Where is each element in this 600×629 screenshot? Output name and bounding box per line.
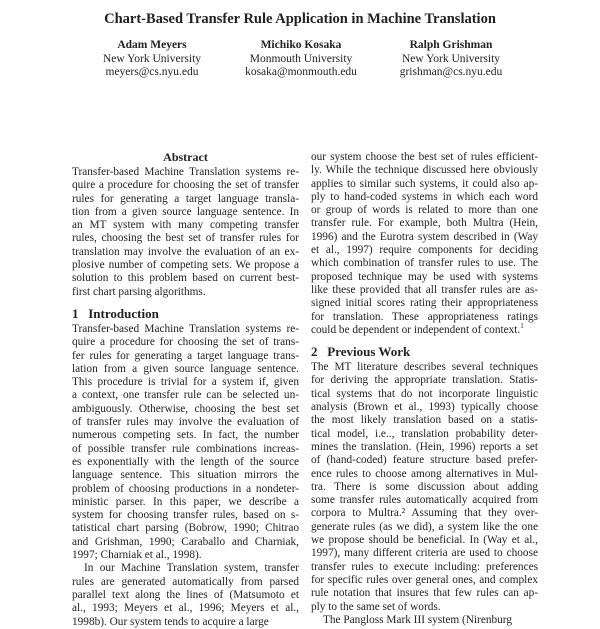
text-line: rules, choosing the best set of transfer rules for — [72, 232, 299, 245]
abstract-body — [72, 166, 299, 299]
text-line: for specific rules over general ones, and complex — [311, 573, 538, 586]
text-line: Transfer-based Machine Translation systems re- — [72, 166, 299, 178]
text-line: which combination of transfer rules to use. The — [311, 257, 538, 270]
text-line: tatistical chart parsing (Bobrow, 1990; Chitrao — [72, 522, 299, 535]
section-heading-introduction: 1 Introduction — [72, 305, 159, 321]
paper-title: Chart-Based Transfer Rule Application in Machine Translation — [104, 11, 496, 27]
text-line: 1998b). Our system tends to acquire a large — [72, 615, 269, 628]
text-line: tra. There is some discussion about adding — [311, 480, 538, 493]
author-affiliation: Monmouth University — [249, 52, 353, 65]
text-line: for translation. These appropriateness ratings — [311, 310, 538, 323]
right-column — [311, 151, 538, 627]
text-line: 1997), many different criteria are used to choose — [311, 547, 538, 560]
text-line: rule notation that insures that few rules can ap- — [311, 587, 538, 600]
introduction-body — [72, 323, 299, 629]
text-line: signed initial scores rating their appropriateness — [311, 297, 538, 310]
introduction-continued — [311, 151, 538, 337]
text-line: system for choosing transfer rules, based on s- — [72, 509, 299, 522]
left-column — [72, 151, 299, 629]
text-line: fer rules for generating a target language trans- — [72, 349, 299, 362]
text-line: parallel text along the lines of (Matsumoto et — [72, 588, 299, 601]
text-line: lation from a given source language sentence. — [72, 362, 299, 375]
text-line: tical systems that do not incorporate linguistic — [311, 387, 538, 400]
text-line: et al., 1997) require components for deciding — [311, 244, 538, 257]
text-line: es exponentially with the length of the source — [72, 455, 299, 468]
author-name: Michiko Kosaka — [260, 39, 342, 51]
text-line: tical model, i.e.., translation probability deter- — [311, 427, 538, 440]
author-block — [351, 39, 551, 80]
author-affiliation: New York University — [102, 52, 202, 65]
text-line: plosive number of competing sets. We propose a — [72, 259, 299, 272]
text-line: like these provided that all transfer rules are as- — [311, 283, 538, 296]
text-line: 1997; Charniak et al., 1998). — [72, 549, 202, 562]
text-line: an MT system with many competing transfer — [72, 219, 299, 232]
text-line: ministic parser. In this paper, we describe a — [72, 495, 299, 508]
text-line: proposed technique may be used with systems — [311, 270, 538, 283]
text-line: corpora to Multra.² Assuming that they over- — [311, 507, 538, 520]
text-line: solution to this problem based on current best- — [72, 272, 299, 285]
text-line: In our Machine Translation system, transfer — [84, 562, 299, 575]
text-line: our system choose the best set of rules efficient- — [311, 151, 538, 163]
text-line: language sentence. This situation mirrors the — [72, 469, 299, 482]
previous-work-body — [311, 361, 538, 627]
author-email: grishman@cs.nyu.edu — [399, 66, 503, 78]
author-name: Ralph Grishman — [409, 39, 493, 51]
text-line: generate rules (as we did), a system like the one — [311, 520, 538, 533]
section-heading-previous-work: 2 Previous Work — [311, 344, 411, 360]
author-email: kosaka@monmouth.edu — [245, 66, 357, 78]
text-line: and Grishman, 1990; Caraballo and Charniak, — [72, 535, 299, 548]
text-line: could be dependent or independent of context.$^1$ — [311, 322, 524, 336]
text-line: or group of words is related to more than one — [311, 204, 538, 217]
text-line: The Pangloss Mark III system (Nirenburg — [323, 613, 512, 626]
text-line: rules are generated automatically from parsed — [72, 575, 299, 588]
text-line: numerous competing sets. In fact, the number — [72, 429, 299, 442]
text-line: ly. While the technique discussed here obviously — [311, 164, 538, 177]
abstract-heading: Abstract — [163, 150, 208, 164]
text-line: of transfer rules may involve the evaluation of — [72, 416, 299, 429]
text-line: problem of choosing productions in a nondeter- — [72, 482, 299, 495]
text-line: quire a procedure for choosing the set of trans- — [72, 336, 299, 349]
text-line: ply to hand-coded systems in which each word — [311, 190, 538, 203]
text-line: ambiguously. Otherwise, choosing the best set — [72, 402, 299, 415]
text-line: mines the translation. (Hein, 1996) reports a set — [311, 440, 538, 453]
text-line: a context, one transfer rule can be selected un- — [72, 389, 299, 402]
text-line: of possible transfer rule combinations increas- — [72, 442, 299, 455]
text-line: the most likely translation based on a statis- — [311, 414, 538, 427]
text-line: first chart parsing algorithms. — [72, 285, 206, 298]
text-line: 1996) and the Eurotra system described in (Way — [311, 230, 538, 243]
text-line: we propose should be beneficial. In (Way et al., — [311, 534, 538, 547]
text-line: transfer rules to execute including: preferences — [311, 560, 538, 573]
text-line: The MT literature describes several techniques — [311, 361, 538, 374]
author-name: Adam Meyers — [117, 39, 187, 51]
text-line: translation may involve the evaluation of an ex- — [72, 245, 299, 258]
text-line: Transfer-based Machine Translation systems re- — [72, 322, 299, 335]
text-line: ence rules to choose among alternatives in Mul- — [311, 467, 538, 480]
text-line: rules for generating a target language transla- — [72, 192, 299, 205]
author-email: meyers@cs.nyu.edu — [105, 66, 199, 78]
text-line: tion from a given source language sentence. In — [72, 205, 299, 218]
footnote-marker: 1 — [520, 322, 524, 331]
text-line: ply to the same set of words. — [311, 600, 441, 613]
text-line: for deriving the appropriate translation. Statis- — [311, 374, 538, 387]
text-line: quire a procedure for choosing the set of transfer — [72, 179, 299, 192]
text-line: applies to similar such systems, it could also ap- — [311, 177, 538, 190]
text-line: al., 1993; Meyers et al., 1996; Meyers et al., — [72, 602, 299, 615]
text-line: analysis (Brown et al., 1993) typically choose — [311, 401, 538, 414]
text-line: of (hand-coded) feature structure based prefer- — [311, 454, 538, 467]
text-line: some transfer rules automatically acquired from — [311, 494, 538, 507]
author-affiliation: New York University — [401, 52, 501, 65]
text-line: transfer rule. For example, both Multra (Hein, — [311, 217, 538, 230]
text-line: This procedure is trivial for a system if, given — [72, 376, 299, 389]
